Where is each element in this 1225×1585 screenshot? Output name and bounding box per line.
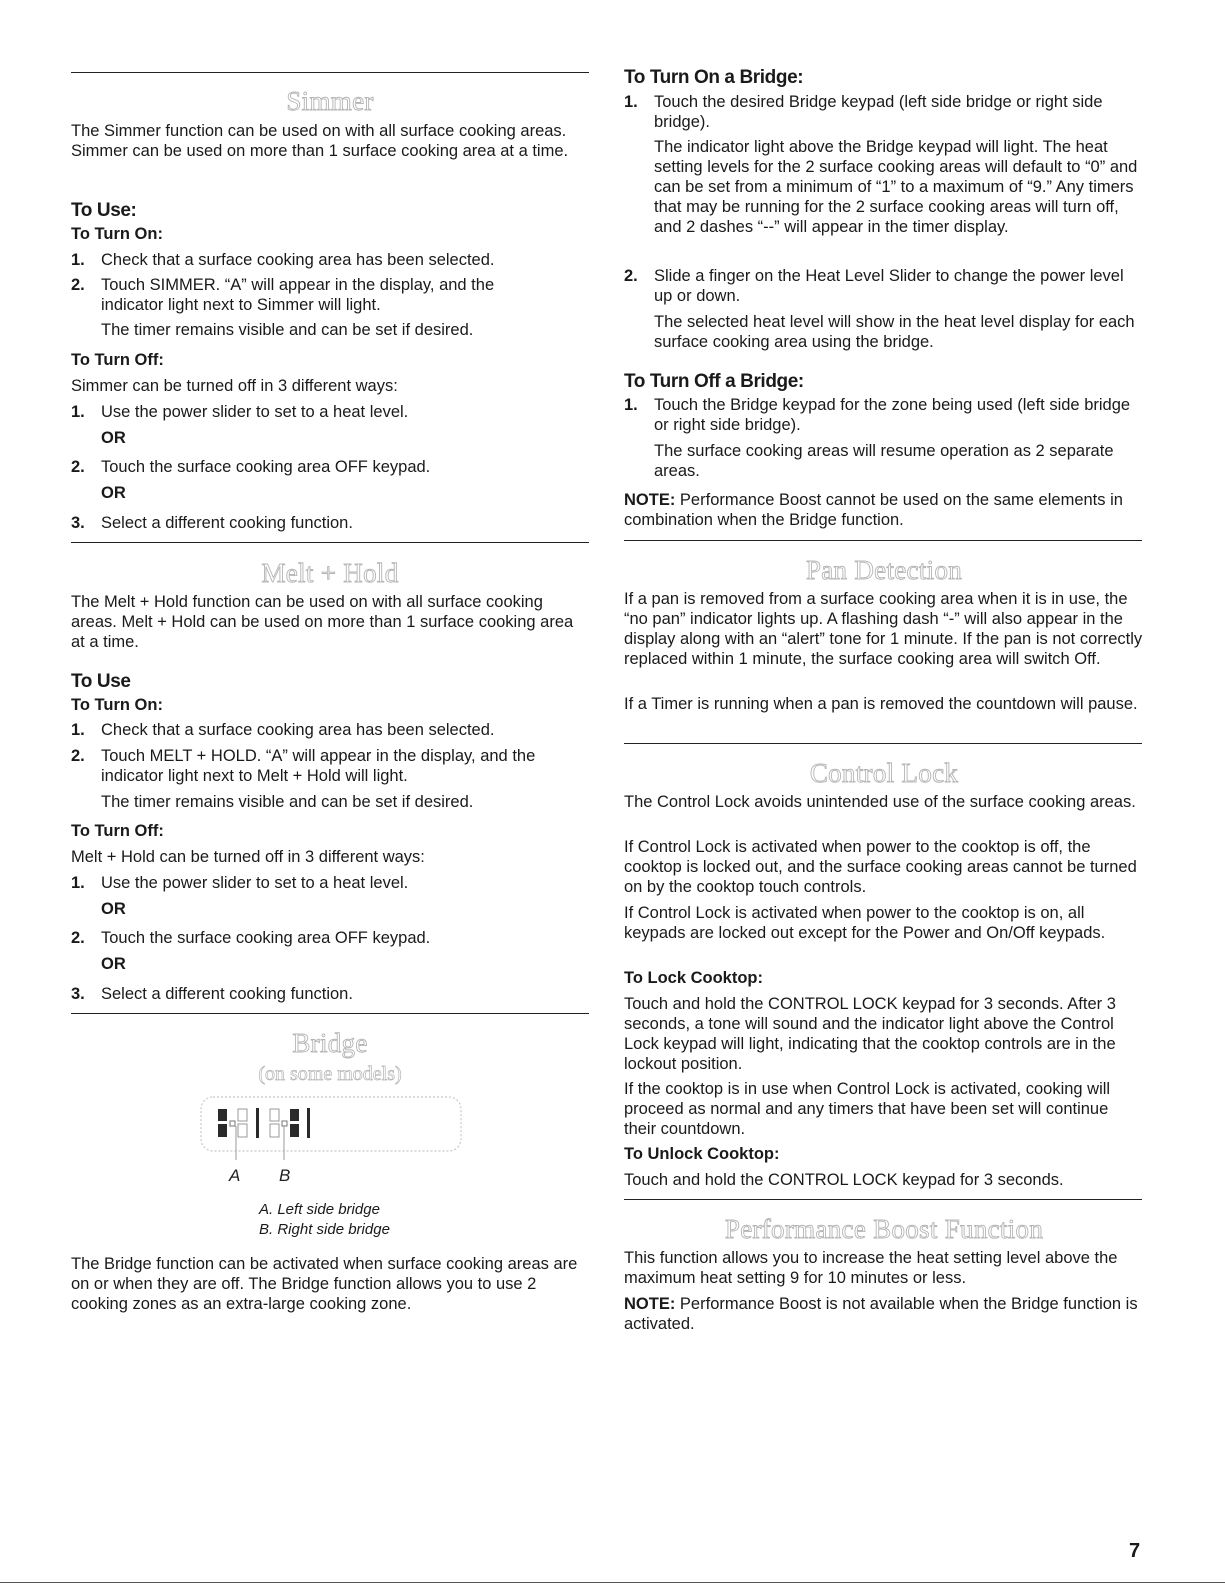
label-b: B (279, 1166, 291, 1185)
melt-hold-heading: Melt + Hold (261, 558, 399, 588)
control-lock-p3: If Control Lock is activated when power to the cooktop is on, all keypads are locked out except for the Power and On/Off keypads. (624, 904, 1106, 942)
melt-off-step-1: Use the power slider to set to a heat level. (101, 874, 409, 892)
control-lock-p2: If Control Lock is activated when power to the cooktop is off, the cooktop is locked out, and the surface cooking areas cannot be turned on by the cooktop touch controls. (624, 838, 1137, 896)
or-label: OR (101, 429, 126, 447)
performance-boost-heading: Performance Boost Function (724, 1214, 1044, 1244)
lock-cooktop-text: Touch and hold the CONTROL LOCK keypad for 3 seconds. After 3 seconds, a tone will sound and the indicator light above the Control Lock keypad will light, indicating that the cooktop controls are in the lockout position. (624, 995, 1116, 1073)
melt-turn-on-heading: To Turn On: (71, 696, 163, 714)
section-divider (71, 542, 589, 543)
bridge-on-heading: To Turn On a Bridge: (624, 67, 804, 88)
lock-cooktop-note: If the cooktop is in use when Control Lock is activated, cooking will proceed as normal and any timers that have been set will continue their countdown. (624, 1080, 1111, 1138)
bridge-off-step-1-note: The surface cooking areas will resume operation as 2 separate areas. (654, 442, 1114, 480)
performance-boost-p1: This function allows you to increase the heat setting level above the maximum heat setting 9 for 10 minutes or less. (624, 1249, 1118, 1287)
simmer-heading: Simmer (286, 86, 374, 116)
simmer-off-step-1: Use the power slider to set to a heat level. (101, 403, 409, 421)
bridge-on-step-1-note: The indicator light above the Bridge keypad will light. The heat setting levels for the 2 surface cooking areas will default to “0” and can be set from a minimum of “1” to a maximum of “9.” Any timers that may be running for the 2 surface cooking areas will turn off, and 2 dashes “--” will appear in the timer display. (654, 138, 1138, 236)
bridge-on-step-2-note: The selected heat level will show in the heat level display for each surface cooking area using the bridge. (654, 313, 1135, 351)
or-label: OR (101, 900, 126, 918)
note-text: Performance Boost is not available when the Bridge function is activated. (624, 1295, 1138, 1333)
bridge-intro: The Bridge function can be activated when surface cooking areas are on or when they are off. The Bridge function allows you to use 2 cooking zones as an extra-large cooking zone. (71, 1255, 578, 1313)
caption-right-bridge: B. Right side bridge (259, 1221, 390, 1238)
bridge-heading: Bridge (292, 1028, 368, 1058)
control-lock-p1: The Control Lock avoids unintended use of the surface cooking areas. (624, 793, 1136, 811)
label-a: A (229, 1166, 241, 1185)
melt-to-use-heading: To Use (71, 671, 131, 692)
section-divider (624, 743, 1142, 744)
section-divider (71, 72, 589, 73)
melt-on-step-1: Check that a surface cooking area has been selected. (101, 721, 495, 739)
note-label: NOTE: (624, 1295, 676, 1313)
melt-on-note: The timer remains visible and can be set if desired. (101, 793, 474, 811)
bridge-on-step-2: Slide a finger on the Heat Level Slider to change the power level up or down. (654, 267, 1124, 305)
section-divider (624, 1199, 1142, 1200)
melt-off-intro: Melt + Hold can be turned off in 3 different ways: (71, 848, 425, 866)
unlock-cooktop-text: Touch and hold the CONTROL LOCK keypad for 3 seconds. (624, 1171, 1064, 1189)
melt-on-step-2: Touch MELT + HOLD. “A” will appear in the display, and the indicator light next to Melt + Hold will light. (101, 747, 536, 785)
caption-left-bridge: A. Left side bridge (259, 1201, 380, 1218)
or-label: OR (101, 484, 126, 502)
performance-boost-note (624, 1294, 1144, 1334)
section-divider (624, 540, 1142, 541)
simmer-intro: The Simmer function can be used on with all surface cooking areas. Simmer can be used on more than 1 surface cooking area at a time. (71, 122, 569, 160)
simmer-to-use-heading: To Use: (71, 200, 137, 221)
note-text: Performance Boost cannot be used on the same elements in combination when the Bridge function. (624, 491, 1123, 529)
melt-turn-off-heading: To Turn Off: (71, 822, 164, 840)
melt-off-step-2: Touch the surface cooking area OFF keypad. (101, 929, 431, 947)
bottom-edge-line (0, 1582, 1225, 1583)
bridge-subtitle: (on some models) (258, 1063, 402, 1085)
melt-hold-intro: The Melt + Hold function can be used on with all surface cooking areas. Melt + Hold can be used on more than 1 surface cooking area at a time. (71, 593, 574, 651)
bridge-off-step-1: Touch the Bridge keypad for the zone being used (left side bridge or right side bridge). (654, 396, 1131, 434)
simmer-off-step-2: Touch the surface cooking area OFF keypad. (101, 458, 431, 476)
bridge-off-heading: To Turn Off a Bridge: (624, 371, 804, 392)
pan-detection-p1: If a pan is removed from a surface cooking area when it is in use, the “no pan” indicator lights up. A flashing dash “-” will also appear in the display along with an “alert” tone for 1 minute. If the pan is not correctly replaced within 1 minute, the surface cooking area will switch Off. (624, 590, 1143, 668)
simmer-on-step-2: Touch SIMMER. “A” will appear in the display, and the indicator light next to Simmer will light. (101, 276, 495, 314)
note-label: NOTE: (624, 491, 676, 509)
or-label: OR (101, 955, 126, 973)
melt-off-step-3: Select a different cooking function. (101, 985, 353, 1003)
page-number: 7 (1129, 1540, 1141, 1562)
lock-cooktop-heading: To Lock Cooktop: (624, 969, 764, 987)
simmer-on-step-1: Check that a surface cooking area has been selected. (101, 251, 495, 269)
pan-detection-p2: If a Timer is running when a pan is removed the countdown will pause. (624, 695, 1138, 713)
simmer-off-intro: Simmer can be turned off in 3 different ways: (71, 377, 398, 395)
simmer-turn-on-heading: To Turn On: (71, 225, 163, 243)
bridge-note (624, 490, 1144, 530)
section-divider (71, 1013, 589, 1014)
bridge-keypad-illustration (199, 1094, 465, 1188)
simmer-off-step-3: Select a different cooking function. (101, 514, 353, 532)
simmer-turn-off-heading: To Turn Off: (71, 351, 164, 369)
unlock-cooktop-heading: To Unlock Cooktop: (624, 1145, 780, 1163)
simmer-on-note: The timer remains visible and can be set if desired. (101, 321, 474, 339)
pan-detection-heading: Pan Detection (805, 555, 963, 585)
control-lock-heading: Control Lock (809, 758, 959, 788)
bridge-on-step-1: Touch the desired Bridge keypad (left side bridge or right side bridge). (654, 93, 1103, 131)
